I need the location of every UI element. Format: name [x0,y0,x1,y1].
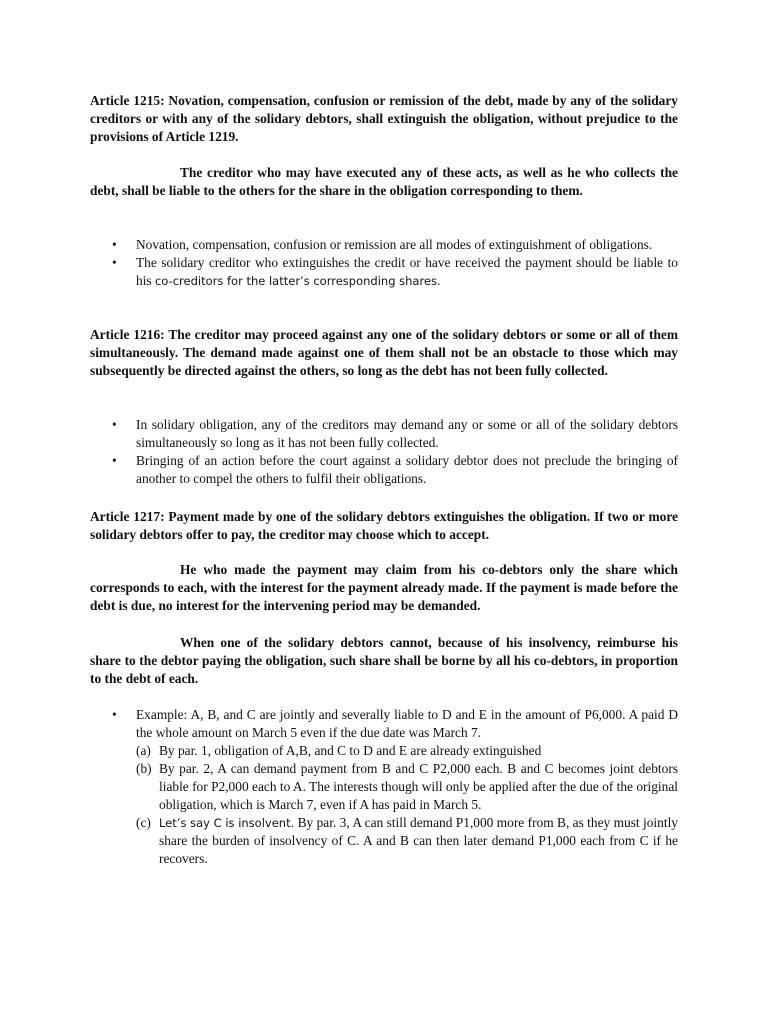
article-1216-heading: Article 1216: The creditor may proceed against any one of the solidary debtors or some or all of them simultaneously. The demand made against one of them shall not be an obstacle to those which may subsequently be directed against the others, so long as the debt has not been fully collected. [90,327,678,378]
example-sub-list [136,742,678,868]
article-1215-bullets [90,236,678,290]
list-item: (a) By par. 1, obligation of A,B, and C to D and E are already extinguished [136,743,542,758]
article-1217-paragraph-2: He who made the payment may claim from his co-debtors only the share which corresponds to each, with the interest for the payment already made. If the payment is made before the debt is due, no interest for the intervening period may be demanded. [90,562,678,613]
list-item: • Example: A, B, and C are jointly and severally liable to D and E in the amount of P6,000. A paid D the whole amount on March 5 even if the due date was March 7. (a) By par. 1, obligation of A,B, and C to D and E are already extinguished (b) By par. 2, A can demand payment from B and C P2,000 each. B and C becomes joint debtors liable for P2,000 each to A. The interests though will only be applied after the due of the original obligation, which is March 7, even if A has paid in March 5. (c) Let’s say C is insolvent. By par. 3, A can still demand P1,000 more from B, as they must jointly share the burden of insolvency of C. A and B can then later demand P1,000 each from C if he recovers. [112,707,678,866]
list-item: (c) Let’s say C is insolvent. By par. 3, A can still demand P1,000 more from B, as they must jointly share the burden of insolvency of C. A and B can then later demand P1,000 each from C if he recovers. [136,815,678,866]
list-item: (b) By par. 2, A can demand payment from B and C P2,000 each. B and C becomes joint debtors liable for P2,000 each to A. The interests though will only be applied after the due of the original obligation, which is March 7, even if A has paid in March 5. [136,761,678,812]
article-1217-paragraph-3: When one of the solidary debtors cannot, because of his insolvency, reimburse his share to the debtor paying the obligation, such share shall be borne by all his co-debtors, in proportion to the debt of each. [90,635,678,686]
list-item: • Bringing of an action before the court against a solidary debtor does not preclude the bringing of another to compel the others to fulfil their obligations. [112,453,678,486]
list-item: • The solidary creditor who extinguishes the credit or have received the payment should be liable to his co-creditors for the latter’s corresponding shares. [112,255,678,288]
article-1215-heading: Article 1215: Novation, compensation, confusion or remission of the debt, made by any of the solidary creditors or with any of the solidary debtors, shall extinguish the obligation, without prejudice to the provisions of Article 1219. [90,93,678,144]
article-1217-example [90,706,678,868]
article-1217-heading: Article 1217: Payment made by one of the solidary debtors extinguishes the obligation. If two or more solidary debtors offer to pay, the creditor may choose which to accept. [90,509,678,542]
article-1216-bullets [90,416,678,488]
article-1215-paragraph-2: The creditor who may have executed any of these acts, as well as he who collects the debt, shall be liable to the others for the share in the obligation corresponding to them. [90,165,678,198]
list-item: • In solidary obligation, any of the creditors may demand any or some or all of the solidary debtors simultaneously so long as it has not been fully collected. [112,417,678,450]
list-item: • Novation, compensation, confusion or remission are all modes of extinguishment of obligations. [112,237,653,252]
